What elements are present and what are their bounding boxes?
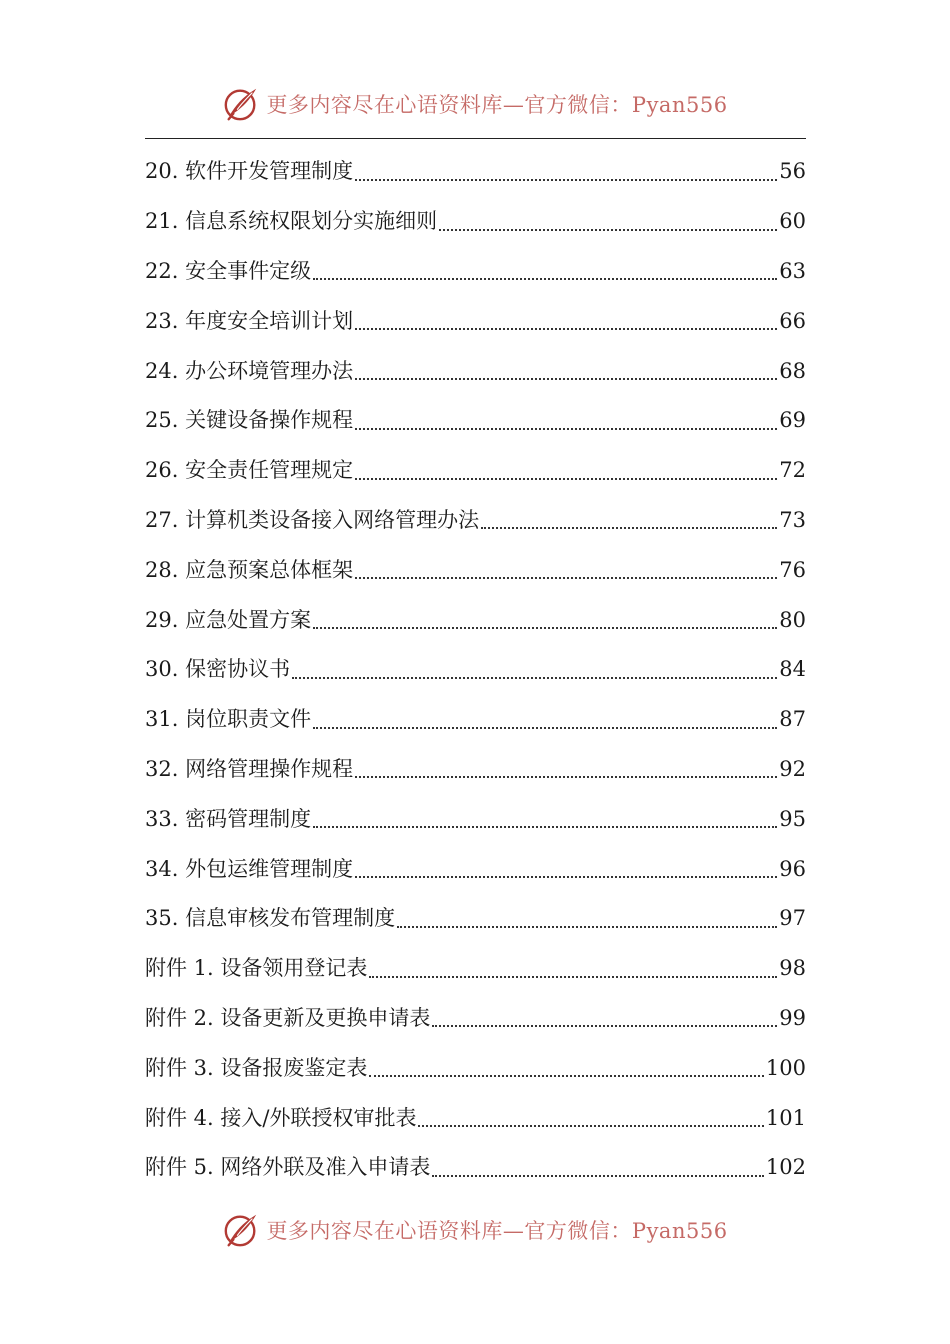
toc-dot-leader — [355, 328, 777, 330]
toc-page-number: 100 — [765, 1055, 806, 1080]
toc-entry-title: 附件 4. 接入/外联授权审批表 — [145, 1105, 417, 1130]
toc-dot-leader — [439, 229, 777, 231]
toc-dot-leader — [355, 478, 777, 480]
toc-entry[interactable] — [145, 446, 806, 496]
toc-entry-title: 附件 2. 设备更新及更换申请表 — [145, 1005, 431, 1030]
toc-page-number: 72 — [779, 458, 806, 483]
toc-page-number: 101 — [765, 1105, 806, 1130]
toc-dot-leader — [355, 577, 777, 579]
toc-dot-leader — [432, 1175, 764, 1177]
toc-entry[interactable] — [145, 745, 806, 795]
toc-dot-leader — [313, 627, 777, 629]
header-text: 更多内容尽在心语资料库—官方微信：Pyan556 — [266, 93, 728, 117]
toc-entry-title: 20. 软件开发管理制度 — [145, 159, 354, 184]
toc-entry[interactable] — [145, 794, 806, 844]
toc-dot-leader — [355, 179, 777, 181]
toc-page-number: 98 — [779, 956, 806, 981]
toc-entry-title: 附件 3. 设备报废鉴定表 — [145, 1055, 368, 1080]
toc-entry[interactable] — [145, 944, 806, 994]
header-banner — [0, 82, 950, 126]
toc-page-number: 92 — [779, 756, 806, 781]
toc-entry[interactable] — [145, 296, 806, 346]
toc-entry-title: 23. 年度安全培训计划 — [145, 308, 354, 333]
toc-entry[interactable] — [145, 894, 806, 944]
toc-page-number: 96 — [779, 856, 806, 881]
toc-entry-title: 33. 密码管理制度 — [145, 806, 312, 831]
toc-entry-title: 32. 网络管理操作规程 — [145, 756, 354, 781]
toc-entry[interactable] — [145, 247, 806, 297]
toc-dot-leader — [397, 926, 777, 928]
toc-page-number: 102 — [765, 1155, 806, 1180]
toc-dot-leader — [355, 776, 777, 778]
toc-page-number: 69 — [779, 408, 806, 433]
toc-entry-title: 附件 1. 设备领用登记表 — [145, 956, 368, 981]
footer-text: 更多内容尽在心语资料库—官方微信：Pyan556 — [266, 1219, 728, 1243]
footer-banner — [0, 1208, 950, 1252]
toc-entry[interactable] — [145, 147, 806, 197]
toc-page-number: 73 — [779, 507, 806, 532]
toc-entry[interactable] — [145, 346, 806, 396]
header-divider — [145, 138, 806, 139]
toc-page-number: 87 — [779, 707, 806, 732]
toc-entry[interactable] — [145, 545, 806, 595]
table-of-contents — [145, 147, 806, 1193]
toc-entry[interactable] — [145, 994, 806, 1044]
toc-page-number: 95 — [779, 806, 806, 831]
toc-entry[interactable] — [145, 1093, 806, 1143]
quill-logo-icon — [222, 85, 260, 123]
toc-page-number: 76 — [779, 557, 806, 582]
toc-entry-title: 21. 信息系统权限划分实施细则 — [145, 209, 438, 234]
toc-dot-leader — [369, 976, 777, 978]
toc-dot-leader — [313, 727, 777, 729]
toc-dot-leader — [369, 1075, 764, 1077]
toc-entry[interactable] — [145, 595, 806, 645]
toc-entry[interactable] — [145, 1143, 806, 1193]
toc-entry-title: 34. 外包运维管理制度 — [145, 856, 354, 881]
toc-page-number: 63 — [779, 258, 806, 283]
toc-entry-title: 22. 安全事件定级 — [145, 258, 312, 283]
quill-logo-icon — [222, 1211, 260, 1249]
toc-entry-title: 25. 关键设备操作规程 — [145, 408, 354, 433]
toc-dot-leader — [481, 527, 777, 529]
toc-dot-leader — [432, 1025, 777, 1027]
toc-entry-title: 31. 岗位职责文件 — [145, 707, 312, 732]
toc-entry-title: 27. 计算机类设备接入网络管理办法 — [145, 507, 480, 532]
toc-page-number: 84 — [779, 657, 806, 682]
toc-entry-title: 附件 5. 网络外联及准入申请表 — [145, 1155, 431, 1180]
toc-dot-leader — [313, 826, 777, 828]
toc-page-number: 66 — [779, 308, 806, 333]
toc-entry-title: 28. 应急预案总体框架 — [145, 557, 354, 582]
toc-entry[interactable] — [145, 645, 806, 695]
toc-entry-title: 29. 应急处置方案 — [145, 607, 312, 632]
toc-dot-leader — [292, 677, 777, 679]
toc-dot-leader — [418, 1125, 763, 1127]
toc-entry-title: 35. 信息审核发布管理制度 — [145, 906, 396, 931]
toc-entry-title: 26. 安全责任管理规定 — [145, 458, 354, 483]
toc-entry[interactable] — [145, 695, 806, 745]
toc-dot-leader — [355, 428, 777, 430]
toc-entry[interactable] — [145, 844, 806, 894]
toc-entry[interactable] — [145, 197, 806, 247]
toc-dot-leader — [313, 278, 777, 280]
toc-entry[interactable] — [145, 496, 806, 546]
toc-entry[interactable] — [145, 396, 806, 446]
toc-page-number: 60 — [779, 209, 806, 234]
toc-page-number: 99 — [779, 1005, 806, 1030]
toc-page-number: 68 — [779, 358, 806, 383]
toc-page-number: 97 — [779, 906, 806, 931]
toc-page-number: 80 — [779, 607, 806, 632]
toc-entry-title: 30. 保密协议书 — [145, 657, 291, 682]
toc-entry[interactable] — [145, 1043, 806, 1093]
toc-dot-leader — [355, 378, 777, 380]
toc-dot-leader — [355, 876, 777, 878]
toc-page-number: 56 — [779, 159, 806, 184]
toc-entry-title: 24. 办公环境管理办法 — [145, 358, 354, 383]
